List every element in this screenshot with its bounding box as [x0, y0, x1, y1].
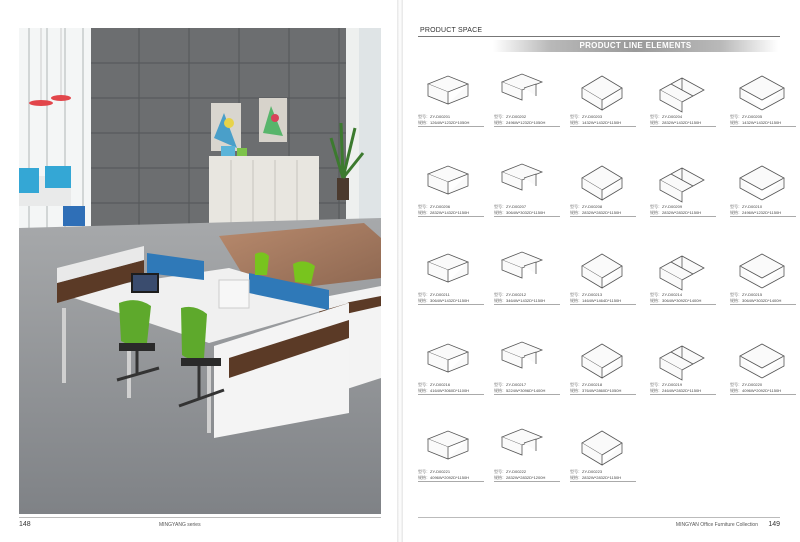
- product-dimensions: 规格：2832W*2832D*1150H: [570, 210, 622, 215]
- product-item: [650, 70, 722, 140]
- product-dimensions: 规格：2496W*1232D*1150H: [730, 210, 782, 215]
- collection-label: MINGYAN Office Furniture Collection: [675, 522, 758, 528]
- product-line-page: [418, 0, 780, 542]
- product-dimensions: 规格：3064W*1432D*1150H: [418, 298, 470, 303]
- product-divider: [730, 216, 796, 217]
- product-dimensions: 规格：4096W*2092D*1150H: [418, 475, 470, 480]
- workstation-drawing-icon: [656, 160, 710, 204]
- product-code: 型号：ZY-D00206: [418, 204, 451, 209]
- product-dimensions: 规格：3764W*2860D*1050H: [570, 388, 622, 393]
- series-label: MINGYANG series: [159, 522, 201, 528]
- product-dimensions: 规格：2832W*2832D*1200H: [494, 475, 546, 480]
- product-item: [650, 338, 722, 408]
- product-dimensions: 规格：1432W*1432D*1150H: [570, 120, 622, 125]
- product-dimensions: 规格：1464W*1464D*1150H: [570, 298, 622, 303]
- workstation-drawing-icon: [656, 338, 710, 382]
- workstation-drawing-icon: [500, 425, 554, 469]
- product-item: [418, 338, 490, 408]
- product-divider: [570, 216, 636, 217]
- product-item: [418, 248, 490, 318]
- workstation-drawing-icon: [500, 338, 554, 382]
- product-divider: [730, 126, 796, 127]
- product-divider: [730, 394, 796, 395]
- banner-title: PRODUCT LINE ELEMENTS: [579, 41, 692, 50]
- product-item: [418, 160, 490, 230]
- workstation-drawing-icon: [424, 70, 478, 114]
- product-code: 型号：ZY-D00208: [570, 204, 603, 209]
- product-dimensions: 规格：2832W*2832D*1150H: [570, 475, 622, 480]
- workstation-drawing-icon: [576, 70, 630, 114]
- product-item: [494, 338, 566, 408]
- product-item: [494, 248, 566, 318]
- product-item: [730, 338, 800, 408]
- product-dimensions: 规格：1264W*1232D*1050H: [418, 120, 470, 125]
- product-divider: [730, 304, 796, 305]
- product-dimensions: 规格：4164W*3060D*1100H: [418, 388, 470, 393]
- product-item: [570, 338, 642, 408]
- product-dimensions: 规格：2832W*1432D*1150H: [650, 120, 702, 125]
- workstation-drawing-icon: [736, 160, 790, 204]
- product-item: [418, 70, 490, 140]
- product-item: [570, 248, 642, 318]
- product-code: 型号：ZY-D00220: [730, 382, 763, 387]
- workstation-drawing-icon: [576, 248, 630, 292]
- product-code: 型号：ZY-D00205: [730, 114, 763, 119]
- section-rule: [418, 36, 780, 37]
- workstation-drawing-icon: [736, 338, 790, 382]
- product-dimensions: 规格：3464W*1432D*1150H: [494, 298, 546, 303]
- product-divider: [418, 126, 484, 127]
- product-code: 型号：ZY-D00201: [418, 114, 451, 119]
- workstation-drawing-icon: [576, 160, 630, 204]
- product-divider: [570, 126, 636, 127]
- product-item: [570, 425, 642, 495]
- product-item: [730, 248, 800, 318]
- product-item: [494, 70, 566, 140]
- product-item: [494, 160, 566, 230]
- product-dimensions: 规格：3064W*3092D*1400H: [650, 298, 702, 303]
- product-code: 型号：ZY-D00221: [418, 469, 451, 474]
- footer-rule: [19, 517, 381, 518]
- product-divider: [650, 216, 716, 217]
- product-code: 型号：ZY-D00216: [418, 382, 451, 387]
- section-label: PRODUCT SPACE: [420, 27, 483, 34]
- product-code: 型号：ZY-D00212: [494, 292, 527, 297]
- left-footer: [19, 521, 381, 533]
- product-item: [650, 160, 722, 230]
- product-divider: [418, 304, 484, 305]
- workstation-drawing-icon: [424, 425, 478, 469]
- product-dimensions: 规格：4096W*2092D*1150H: [730, 388, 782, 393]
- product-code: 型号：ZY-D00204: [650, 114, 683, 119]
- product-divider: [570, 304, 636, 305]
- product-dimensions: 规格：3064W*3032D*1150H: [494, 210, 546, 215]
- product-code: 型号：ZY-D00209: [650, 204, 683, 209]
- product-divider: [650, 394, 716, 395]
- product-code: 型号：ZY-D00203: [570, 114, 603, 119]
- workstation-drawing-icon: [424, 248, 478, 292]
- product-item: [650, 248, 722, 318]
- workstation-drawing-icon: [576, 425, 630, 469]
- workstation-drawing-icon: [736, 70, 790, 114]
- page-gutter: [397, 0, 403, 542]
- product-code: 型号：ZY-D00217: [494, 382, 527, 387]
- product-divider: [650, 126, 716, 127]
- product-divider: [494, 481, 560, 482]
- banner: [493, 40, 778, 52]
- page-number-left: 148: [19, 521, 31, 528]
- product-item: [730, 70, 800, 140]
- product-divider: [494, 216, 560, 217]
- product-code: 型号：ZY-D00211: [418, 292, 450, 297]
- product-dimensions: 规格：2496W*1232D*1050H: [494, 120, 546, 125]
- workstation-drawing-icon: [576, 338, 630, 382]
- workstation-drawing-icon: [424, 160, 478, 204]
- product-code: 型号：ZY-D00218: [570, 382, 603, 387]
- product-item: [570, 70, 642, 140]
- product-divider: [494, 394, 560, 395]
- product-item: [730, 160, 800, 230]
- product-divider: [494, 304, 560, 305]
- product-divider: [418, 394, 484, 395]
- product-divider: [494, 126, 560, 127]
- workstation-drawing-icon: [424, 338, 478, 382]
- product-code: 型号：ZY-D00214: [650, 292, 683, 297]
- product-divider: [650, 304, 716, 305]
- product-dimensions: 规格：1432W*1432D*1150H: [730, 120, 782, 125]
- product-code: 型号：ZY-D00210: [730, 204, 763, 209]
- product-dimensions: 规格：2832W*2832D*1150H: [650, 210, 702, 215]
- product-divider: [570, 481, 636, 482]
- workstation-drawing-icon: [500, 70, 554, 114]
- product-code: 型号：ZY-D00207: [494, 204, 527, 209]
- product-item: [494, 425, 566, 495]
- office-workstation-photo: [19, 28, 381, 514]
- product-dimensions: 规格：2832W*1432D*1150H: [418, 210, 470, 215]
- product-divider: [570, 394, 636, 395]
- product-divider: [418, 481, 484, 482]
- product-code: 型号：ZY-D00223: [570, 469, 603, 474]
- product-code: 型号：ZY-D00202: [494, 114, 527, 119]
- product-dimensions: 规格：3064W*3032D*1400H: [730, 298, 782, 303]
- product-divider: [418, 216, 484, 217]
- workstation-drawing-icon: [656, 70, 710, 114]
- workstation-drawing-icon: [500, 248, 554, 292]
- product-item: [418, 425, 490, 495]
- right-footer: [418, 521, 780, 533]
- product-code: 型号：ZY-D00219: [650, 382, 683, 387]
- workstation-drawing-icon: [500, 160, 554, 204]
- workstation-drawing-icon: [656, 248, 710, 292]
- product-dimensions: 规格：2464W*2832D*1150H: [650, 388, 702, 393]
- product-dimensions: 规格：5224W*3096D*1400H: [494, 388, 546, 393]
- product-code: 型号：ZY-D00213: [570, 292, 603, 297]
- workstation-drawing-icon: [736, 248, 790, 292]
- product-code: 型号：ZY-D00215: [730, 292, 763, 297]
- page-number-right: 149: [768, 521, 780, 528]
- footer-rule: [418, 517, 780, 518]
- product-item: [570, 160, 642, 230]
- product-code: 型号：ZY-D00222: [494, 469, 527, 474]
